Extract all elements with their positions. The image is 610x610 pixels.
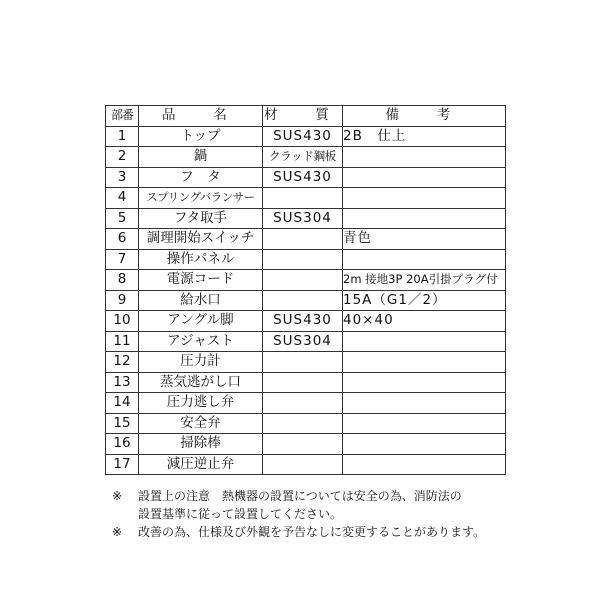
part-note	[343, 372, 506, 393]
part-no: 9	[106, 290, 139, 311]
table-row	[106, 331, 506, 352]
table-row	[106, 434, 506, 455]
table-row	[106, 229, 506, 250]
header-part-name: 品 名	[139, 106, 263, 127]
table-row	[106, 393, 506, 414]
part-material	[263, 188, 343, 209]
part-note: 2m 接地3P 20A引掛プラグ付	[343, 270, 506, 291]
part-no: 1	[106, 126, 139, 147]
table-row	[106, 311, 506, 332]
part-note	[343, 249, 506, 270]
part-note	[343, 331, 506, 352]
table-row	[106, 454, 506, 475]
part-material	[263, 372, 343, 393]
part-name: 鍋	[139, 147, 263, 168]
part-material	[263, 270, 343, 291]
part-name: フ タ	[139, 167, 263, 188]
part-material: SUS304	[263, 331, 343, 352]
part-name: フタ取手	[139, 208, 263, 229]
table-row	[106, 188, 506, 209]
part-material	[263, 434, 343, 455]
part-no: 3	[106, 167, 139, 188]
part-no: 13	[106, 372, 139, 393]
part-name: トップ	[139, 126, 263, 147]
part-note: 15A（G1／2）	[343, 290, 506, 311]
part-name: アングル脚	[139, 311, 263, 332]
header-material: 材 質	[263, 106, 343, 127]
note-installation-line2: 設置基準に従って設置してください。	[138, 507, 343, 521]
note-mark: ※	[112, 525, 123, 539]
part-no: 4	[106, 188, 139, 209]
part-name: 電源コード	[139, 270, 263, 291]
part-material	[263, 413, 343, 434]
part-no: 17	[106, 454, 139, 475]
part-name: 安全弁	[139, 413, 263, 434]
table-row	[106, 208, 506, 229]
part-name: アジャスト	[139, 331, 263, 352]
table-row	[106, 249, 506, 270]
part-no: 6	[106, 229, 139, 250]
part-no: 8	[106, 270, 139, 291]
header-part-no: 部番	[106, 106, 139, 127]
part-note: 40×40	[343, 311, 506, 332]
table-row	[106, 147, 506, 168]
part-note: 青色	[343, 229, 506, 250]
header-remarks: 備 考	[343, 106, 506, 127]
part-name: 掃除棒	[139, 434, 263, 455]
part-note	[343, 167, 506, 188]
table-row	[106, 270, 506, 291]
table-row	[106, 372, 506, 393]
part-no: 5	[106, 208, 139, 229]
part-material: SUS430	[263, 167, 343, 188]
part-name: スプリングバランサー	[139, 188, 263, 209]
part-material	[263, 393, 343, 414]
table-row	[106, 413, 506, 434]
part-note	[343, 147, 506, 168]
table-row	[106, 126, 506, 147]
note-installation-line1: 設置上の注意 熱機器の設置については安全の為、消防法の	[138, 489, 462, 503]
part-no: 7	[106, 249, 139, 270]
part-note	[343, 393, 506, 414]
part-name: 調理開始スイッチ	[139, 229, 263, 250]
part-no: 14	[106, 393, 139, 414]
part-material	[263, 290, 343, 311]
part-no: 11	[106, 331, 139, 352]
part-material	[263, 352, 343, 373]
part-name: 給水口	[139, 290, 263, 311]
part-name: 蒸気逃がし口	[139, 372, 263, 393]
part-note	[343, 434, 506, 455]
part-material: SUS430	[263, 311, 343, 332]
part-no: 15	[106, 413, 139, 434]
part-material: SUS430	[263, 126, 343, 147]
part-name: 圧力計	[139, 352, 263, 373]
notes-section	[112, 487, 532, 541]
part-no: 10	[106, 311, 139, 332]
part-material: SUS304	[263, 208, 343, 229]
part-name: 減圧逆止弁	[139, 454, 263, 475]
part-note	[343, 454, 506, 475]
part-material: クラッド鋼板	[263, 147, 343, 168]
parts-table	[105, 105, 506, 475]
part-note	[343, 413, 506, 434]
part-material	[263, 249, 343, 270]
part-no: 12	[106, 352, 139, 373]
part-note	[343, 352, 506, 373]
part-note	[343, 188, 506, 209]
table-row	[106, 352, 506, 373]
part-note: 2B 仕上	[343, 126, 506, 147]
part-no: 16	[106, 434, 139, 455]
table-row	[106, 167, 506, 188]
note-installation	[112, 487, 532, 505]
part-name: 圧力逃し弁	[139, 393, 263, 414]
part-no: 2	[106, 147, 139, 168]
part-material	[263, 229, 343, 250]
note-improvement	[112, 523, 532, 541]
table-header-row	[106, 106, 506, 127]
part-material	[263, 454, 343, 475]
note-mark: ※	[112, 489, 123, 503]
part-name: 操作パネル	[139, 249, 263, 270]
part-note	[343, 208, 506, 229]
note-improvement-text: 改善の為、仕様及び外観を予告なしに変更することがあります。	[138, 525, 486, 539]
table-row	[106, 290, 506, 311]
